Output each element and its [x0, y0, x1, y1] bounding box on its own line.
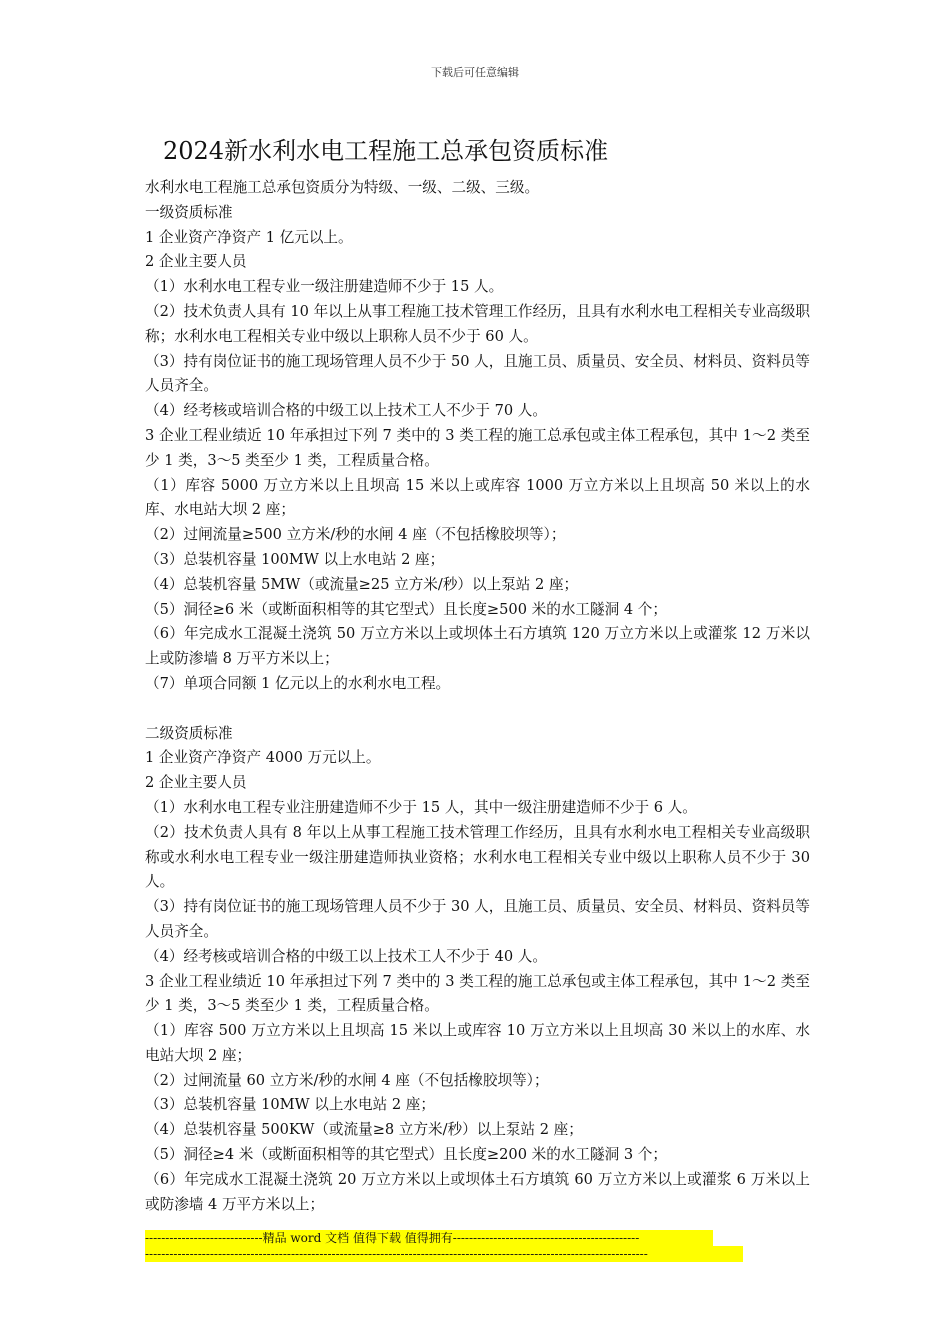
paragraph: （5）洞径≥6 米（或断面积相等的其它型式）且长度≥500 米的水工隧洞 4 个；	[145, 600, 667, 618]
paragraph: （2）过闸流量 60 立方米/秒的水闸 4 座（不包括橡胶坝等）；	[145, 1071, 549, 1089]
paragraph: （4）经考核或培训合格的中级工以上技术工人不少于 70 人。	[145, 402, 547, 420]
paragraph: （3）总装机容量 100MW 以上水电站 2 座；	[145, 550, 445, 568]
paragraph: （6）年完成水工混凝土浇筑 50 万立方米以上或坝体土石方填筑 120 万立方米以上或灌浆 12 万米以上或防渗墙 8 万平方米以上；	[145, 625, 810, 668]
paragraph: （3）总装机容量 10MW 以上水电站 2 座；	[145, 1096, 435, 1114]
blank-line	[145, 697, 810, 722]
paragraph: （1）水利水电工程专业一级注册建造师不少于 15 人。	[145, 278, 504, 296]
paragraph: （2）技术负责人具有 8 年以上从事工程施工技术管理工作经历，且具有水利水电工程相关专业高级职称或水利水电工程专业一级注册建造师执业资格；水利水电工程相关专业中级以上职称人员不少于 30 人。	[145, 823, 810, 891]
paragraph: （3）持有岗位证书的施工现场管理人员不少于 50 人，且施工员、质量员、安全员、材料员、资料员等人员齐全。	[145, 352, 810, 395]
paragraph: （7）单项合同额 1 亿元以上的水利水电工程。	[145, 674, 451, 692]
paragraph: （4）总装机容量 5MW（或流量≥25 立方米/秒）以上泵站 2 座；	[145, 575, 579, 593]
paragraph: 3 企业工程业绩近 10 年承担过下列 7 类中的 3 类工程的施工总承包或主体工程承包，其中 1～2 类至少 1 类，3～5 类至少 1 类，工程质量合格。	[145, 972, 810, 1015]
page-header-note: 下载后可任意编辑	[431, 66, 519, 79]
paragraph: （1）水利水电工程专业注册建造师不少于 15 人，其中一级注册建造师不少于 6 人。	[145, 798, 697, 816]
paragraph: 2 企业主要人员	[145, 774, 247, 792]
document-title: 2024新水利水电工程施工总承包资质标准	[163, 137, 609, 165]
section-heading-level2: 二级资质标准	[145, 724, 233, 742]
intro-paragraph: 水利水电工程施工总承包资质分为特级、一级、二级、三级。	[145, 179, 540, 196]
paragraph: （5）洞径≥4 米（或断面积相等的其它型式）且长度≥200 米的水工隧洞 3 个；	[145, 1146, 667, 1164]
paragraph: （2）技术负责人具有 10 年以上从事工程施工技术管理工作经历，且具有水利水电工程相关专业高级职称；水利水电工程相关专业中级以上职称人员不少于 60 人。	[145, 302, 810, 345]
paragraph: 3 企业工程业绩近 10 年承担过下列 7 类中的 3 类工程的施工总承包或主体工程承包，其中 1～2 类至少 1 类，3～5 类至少 1 类，工程质量合格。	[145, 426, 810, 469]
section-heading-level1: 一级资质标准	[145, 203, 233, 221]
paragraph: （4）经考核或培训合格的中级工以上技术工人不少于 40 人。	[145, 947, 547, 965]
paragraph: （2）过闸流量≥500 立方米/秒的水闸 4 座（不包括橡胶坝等）；	[145, 526, 566, 544]
footer-banner-line: ----------------------------------------------------------------------------------------------------------------------------	[145, 1246, 743, 1262]
paragraph: （3）持有岗位证书的施工现场管理人员不少于 30 人，且施工员、质量员、安全员、材料员、资料员等人员齐全。	[145, 898, 810, 940]
paragraph: （1）库容 5000 万立方米以上且坝高 15 米以上或库容 1000 万立方米以上且坝高 50 米以上的水库、水电站大坝 2 座；	[145, 476, 810, 519]
paragraph: （4）总装机容量 500KW（或流量≥8 立方米/秒）以上泵站 2 座；	[145, 1121, 583, 1139]
document-body	[145, 176, 810, 1217]
paragraph: 1 企业资产净资产 1 亿元以上。	[145, 228, 353, 246]
paragraph: 2 企业主要人员	[145, 253, 247, 271]
paragraph: 1 企业资产净资产 4000 万元以上。	[145, 749, 381, 767]
paragraph: （6）年完成水工混凝土浇筑 20 万立方米以上或坝体土石方填筑 60 万立方米以上或灌浆 6 万米以上或防渗墙 4 万平方米以上；	[145, 1170, 810, 1213]
footer-banner-line: -----------------------------精品 word 文档 值得下载 值得拥有----------------------------------------------	[145, 1230, 713, 1246]
paragraph: （1）库容 500 万立方米以上且坝高 15 米以上或库容 10 万立方米以上且坝高 30 米以上的水库、水电站大坝 2 座；	[145, 1022, 810, 1064]
footer-banner	[145, 1230, 745, 1262]
